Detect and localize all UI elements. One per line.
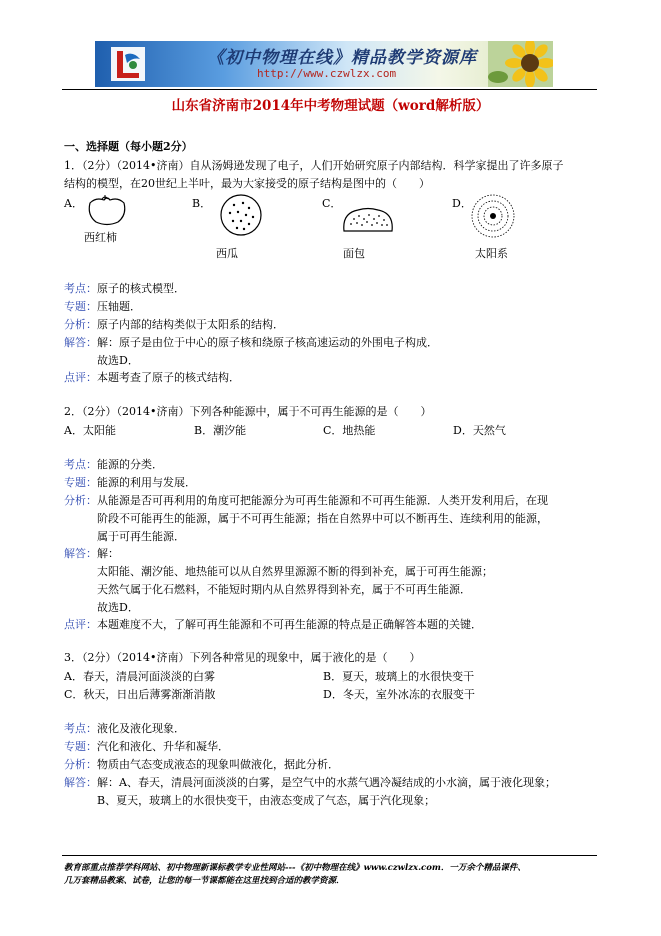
q1-caption-b: 西瓜 — [216, 247, 238, 260]
q1-kaodian-text: 原子的核式模型． — [97, 282, 185, 295]
q3-zhuanti-label: 专题： — [64, 740, 97, 753]
q3-option-c: C．秋天，日出后薄雾渐渐消散 — [64, 688, 216, 701]
banner-title: 《初中物理在线》精品教学资源库 — [207, 48, 477, 68]
q2-dianping-text: 本题难度不大，了解可再生能源和不可再生能源的特点是正确解答本题的关键． — [97, 618, 482, 631]
q2-dianping-label: 点评： — [64, 618, 97, 631]
q2-jieda-line3: 天然气属于化石燃料，不能短时期内从自然界得到补充，属于不可再生能源． — [97, 583, 471, 596]
q1-zhuanti-text: 压轴题． — [97, 300, 141, 313]
q3-fenxi-text: 物质由气态变成液态的现象叫做液化，据此分析． — [97, 758, 339, 771]
q1-dianping-text: 本题考查了原子的核式结构． — [97, 371, 240, 384]
q3-stem: 3．（2分）（2014•济南）下列各种常见的现象中，属于液化的是（ ） — [64, 651, 421, 664]
q2-jieda-line2: 太阳能、潮汐能、地热能可以从自然界里源源不断的得到补充，属于可再生能源； — [97, 565, 493, 578]
footer-line-1: 教育部重点推荐学科网站、初中物理新课标教学专业性网站---《初中物理在线》www.czwlzx.com．一万余个精品课件、 — [64, 863, 526, 873]
q2-option-b: B．潮汐能 — [194, 424, 247, 437]
q1-jieda-line2: 故选D． — [97, 354, 139, 367]
q1-caption-a: 西红柿 — [84, 231, 117, 244]
q1-jieda-label: 解答： — [64, 336, 97, 349]
q2-fenxi-line1: 从能源是否可再利用的角度可把能源分为可再生能源和不可再生能源．人类开发利用后，在现 — [97, 494, 548, 507]
q2-fenxi-line2: 阶段不可能再生的能源，属于不可再生能源；指在自然界中可以不断再生、连续利用的能源， — [97, 512, 548, 525]
solar-system-model-figure — [468, 193, 518, 239]
q2-fenxi-line3: 属于可再生能源． — [97, 530, 185, 543]
q2-option-d: D．天然气 — [453, 424, 506, 437]
q1-option-d: D． — [452, 197, 472, 210]
site-logo-icon — [111, 47, 145, 81]
q3-kaodian-text: 液化及液化现象． — [97, 722, 185, 735]
q3-jieda-line2: B、夏天，玻璃上的水很快变干，由液态变成了气态，属于汽化现象； — [97, 794, 436, 807]
section-heading: 一、选择题（每小题2分） — [64, 140, 193, 153]
footer-text — [64, 862, 604, 888]
tomato-model-figure — [84, 193, 130, 227]
q2-option-c: C．地热能 — [323, 424, 376, 437]
q2-zhuanti-text: 能源的利用与发展． — [97, 476, 196, 489]
q3-option-b: B．夏天，玻璃上的水很快变干 — [323, 670, 475, 683]
watermelon-model-figure — [216, 193, 266, 237]
q2-jieda-label: 解答： — [64, 547, 97, 560]
q1-stem-line1: 1．（2分）（2014•济南）自从汤姆逊发现了电子，人们开始研究原子内部结构．科学家提出了许多原子 — [64, 159, 564, 172]
banner-url[interactable]: http://www.czwlzx.com — [257, 67, 397, 80]
q1-kaodian-label: 考点： — [64, 282, 97, 295]
q2-kaodian-label: 考点： — [64, 458, 97, 471]
q1-caption-d: 太阳系 — [475, 247, 508, 260]
q3-jieda-line1: 解：A、春天，清晨河面淡淡的白雾，是空气中的水蒸气遇冷凝结成的小水滴，属于液化现象； — [97, 776, 556, 789]
q2-jieda-line1: 解： — [97, 547, 119, 560]
footer-line-2: 几万套精品教案、试卷，让您的每一节课都能在这里找到合适的教学资源． — [64, 876, 345, 886]
q2-kaodian-text: 能源的分类． — [97, 458, 163, 471]
q1-option-a: A． — [64, 197, 83, 210]
q3-kaodian-label: 考点： — [64, 722, 97, 735]
header-banner — [95, 41, 553, 87]
q1-fenxi-text: 原子内部的结构类似于太阳系的结构． — [97, 318, 284, 331]
q1-option-b: B． — [192, 197, 212, 210]
q1-caption-c: 面包 — [343, 247, 365, 260]
q2-fenxi-label: 分析： — [64, 494, 97, 507]
q3-jieda-label: 解答： — [64, 776, 97, 789]
q1-fenxi-label: 分析： — [64, 318, 97, 331]
footer-rule — [62, 855, 597, 856]
q1-option-c: C． — [322, 197, 342, 210]
q2-jieda-line4: 故选D． — [97, 601, 139, 614]
q3-zhuanti-text: 汽化和液化、升华和凝华． — [97, 740, 229, 753]
q3-option-d: D．冬天，室外冰冻的衣服变干 — [323, 688, 475, 701]
bread-model-figure — [340, 205, 396, 235]
q2-stem: 2．（2分）（2014•济南）下列各种能源中，属于不可再生能源的是（ ） — [64, 405, 432, 418]
q1-stem-line2: 结构的模型，在20世纪上半叶，最为大家接受的原子结构是图中的（ ） — [64, 177, 430, 190]
sunflower-image — [488, 41, 553, 87]
q2-zhuanti-label: 专题： — [64, 476, 97, 489]
q1-dianping-label: 点评： — [64, 371, 97, 384]
q2-option-a: A．太阳能 — [64, 424, 116, 437]
q3-fenxi-label: 分析： — [64, 758, 97, 771]
q1-zhuanti-label: 专题： — [64, 300, 97, 313]
q1-jieda-line1: 解：原子是由位于中心的原子核和绕原子核高速运动的外围电子构成． — [97, 336, 438, 349]
document-title: 山东省济南市2014年中考物理试题（word解析版） — [171, 98, 490, 114]
q3-option-a: A．春天，清晨河面淡淡的白雾 — [64, 670, 215, 683]
header-rule — [62, 89, 597, 90]
